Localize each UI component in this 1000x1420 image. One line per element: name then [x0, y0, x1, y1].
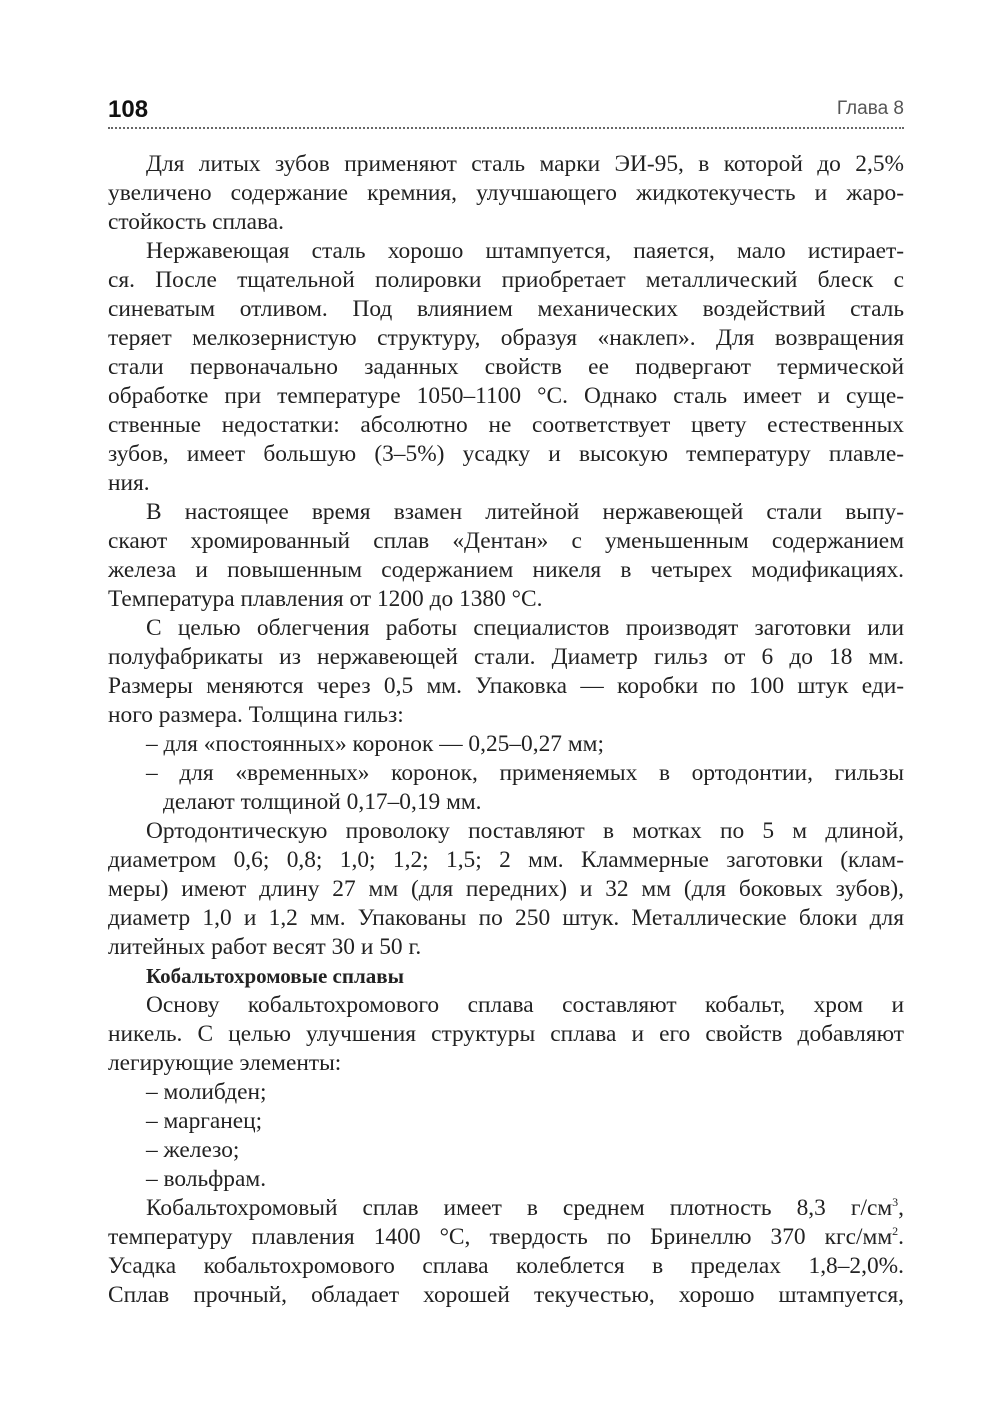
list-item: – железо;	[146, 1137, 240, 1163]
text-line: ного размера. Толщина гильз:	[108, 702, 404, 728]
superscript: 2	[892, 1224, 899, 1239]
text-line: Размеры меняются через 0,5 мм. Упаковка — коробки по 100 штук еди-	[108, 673, 904, 699]
text-line: увеличено содержание кремния, улучшающего жидкотекучесть и жаро-	[108, 180, 904, 206]
text-line: никель. С целью улучшения структуры сплава и его свойств добавляют	[108, 1021, 904, 1047]
text-line	[108, 1194, 904, 1223]
list-item: – марганец;	[146, 1108, 263, 1134]
list-shell-thickness	[108, 730, 904, 817]
chapter-label: Глава 8	[836, 98, 904, 119]
page-number: 108	[108, 96, 149, 123]
list-item: – для «временных» коронок, применяемых в ортодонтии, гильзы	[146, 760, 904, 786]
text-line: С целью облегчения работы специалистов производят заготовки или	[146, 615, 904, 641]
list-alloy-elements	[108, 1078, 904, 1194]
paragraph-5	[108, 817, 904, 962]
text-line: Сплав прочный, обладает хорошей текучестью, хорошо штампуется,	[108, 1282, 904, 1308]
text-line: скают хромированный сплав «Дентан» с уменьшенным содержанием	[108, 528, 904, 554]
text-line	[108, 1223, 904, 1252]
text-line: легирующие элементы:	[108, 1050, 342, 1076]
text-line: диаметром 0,6; 0,8; 1,0; 1,2; 1,5; 2 мм. Кламмерные заготовки (клам-	[108, 847, 904, 873]
paragraph-2	[108, 237, 904, 498]
superscript: 3	[892, 1195, 899, 1210]
list-item: – молибден;	[146, 1079, 267, 1105]
section-heading: Кобальтохромовые сплавы	[146, 964, 404, 988]
body-text	[108, 150, 904, 1310]
text-line: В настоящее время взамен литейной нержавеющей стали выпу-	[146, 499, 904, 525]
text-line: теряет мелкозернистую структуру, образуя «наклеп». Для возвращения	[108, 325, 904, 351]
paragraph-3	[108, 498, 904, 614]
text-line: стойкость сплава.	[108, 209, 285, 235]
text-line: стали первоначально заданных свойств ее подвергают термической	[108, 354, 904, 380]
text-line: Температура плавления от 1200 до 1380 °С.	[108, 586, 543, 612]
text-fragment: температуру плавления 1400 °С, твердость по Бринеллю 370 кгс/мм	[108, 1224, 893, 1250]
list-item: – вольфрам.	[146, 1166, 267, 1192]
text-line: ственные недостатки: абсолютно не соответствует цвету естественных	[108, 412, 904, 438]
text-line: Усадка кобальтохромового сплава колеблется в пределах 1,8–2,0%.	[108, 1253, 904, 1279]
text-fragment: .	[898, 1224, 904, 1250]
text-line: ния.	[108, 470, 150, 496]
paragraph-1	[108, 150, 904, 237]
list-item-continuation: делают толщиной 0,17–0,19 мм.	[163, 789, 482, 815]
text-line: меры) имеют длину 27 мм (для передних) и 32 мм (для боковых зубов),	[108, 876, 904, 902]
text-line: полуфабрикаты из нержавеющей стали. Диаметр гильз от 6 до 18 мм.	[108, 644, 904, 670]
text-line: Нержавеющая сталь хорошо штампуется, паяется, мало истирает-	[146, 238, 904, 264]
text-line: зубов, имеет большую (3–5%) усадку и высокую температуру плавле-	[108, 441, 904, 467]
list-item: – для «постоянных» коронок — 0,25–0,27 мм;	[146, 731, 604, 757]
page-header	[108, 94, 904, 134]
text-line: ся. После тщательной полировки приобретает металлический блеск с	[108, 267, 904, 293]
paragraph-4	[108, 614, 904, 730]
text-line: диаметр 1,0 и 1,2 мм. Упакованы по 250 штук. Металлические блоки для	[108, 905, 904, 931]
text-line: Основу кобальтохромового сплава составляют кобальт, хром и	[146, 992, 904, 1018]
header-dotted-rule	[108, 127, 904, 129]
text-line: синеватым отливом. Под влиянием механических воздействий сталь	[108, 296, 904, 322]
text-fragment: ,	[898, 1195, 904, 1221]
text-line: железа и повышенным содержанием никеля в четырех модификациях.	[108, 557, 904, 583]
paragraph-7	[108, 1194, 904, 1310]
text-line: литейных работ весят 30 и 50 г.	[108, 934, 422, 960]
paragraph-6	[108, 991, 904, 1078]
text-fragment: Кобальтохромовый сплав имеет в среднем плотность 8,3 г/см	[146, 1195, 893, 1221]
text-line: Для литых зубов применяют сталь марки ЭИ-95, в которой до 2,5%	[146, 151, 904, 177]
text-line: обработке при температуре 1050–1100 °С. Однако сталь имеет и суще-	[108, 383, 904, 409]
text-line: Ортодонтическую проволоку поставляют в мотках по 5 м длиной,	[146, 818, 904, 844]
